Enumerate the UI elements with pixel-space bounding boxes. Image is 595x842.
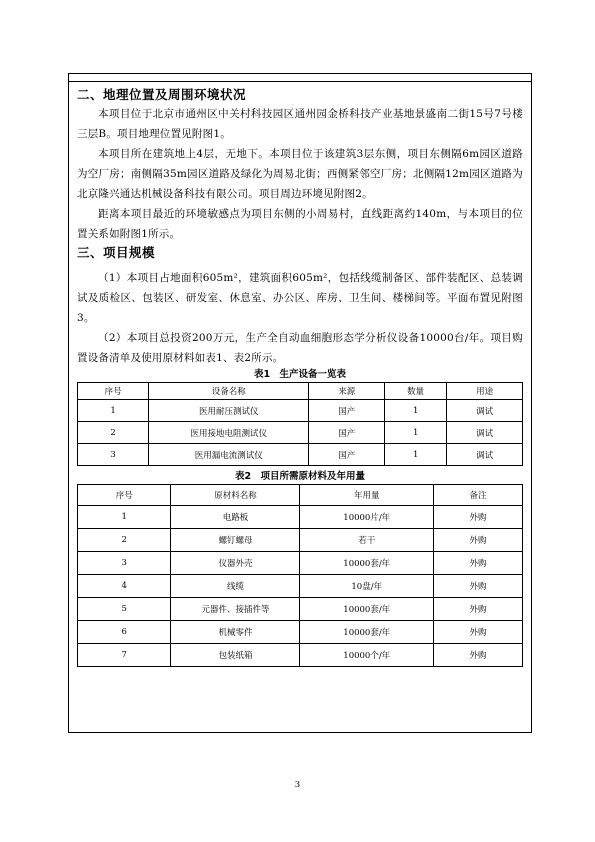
materials-table [77, 484, 523, 667]
table-cell: 医用接地电阻测试仪 [149, 422, 309, 444]
table-cell: 5 [78, 598, 171, 621]
table-row [78, 598, 523, 621]
section-heading-scale: 三、项目规模 [77, 245, 156, 260]
table-cell: 2 [78, 422, 149, 444]
table-cell: 10000套/年 [300, 621, 434, 644]
header-cell: 数量 [385, 383, 447, 400]
table-cell: 7 [78, 644, 171, 667]
table-cell: 调试 [447, 422, 523, 444]
table-cell: 外购 [433, 552, 522, 575]
table-cell: 国产 [309, 422, 385, 444]
table-cell: 1 [385, 422, 447, 444]
table-cell: 包装纸箱 [171, 644, 300, 667]
table-cell: 1 [385, 444, 447, 466]
table-cell: 2 [78, 529, 171, 552]
table-row [78, 529, 523, 552]
table-cell: 元器件、接插件等 [171, 598, 300, 621]
page-number: 3 [294, 780, 301, 790]
equipment-table [77, 382, 523, 466]
table-cell: 1 [78, 400, 149, 422]
table-cell: 螺钉螺母 [171, 529, 300, 552]
table-cell: 医用耐压测试仪 [149, 400, 309, 422]
table-cell: 10盘/年 [300, 575, 434, 598]
table-cell: 电路板 [171, 506, 300, 529]
table2-caption: 表2 项目所需原材料及年用量 [234, 471, 366, 482]
table-cell: 外购 [433, 598, 522, 621]
table-cell: 国产 [309, 400, 385, 422]
paragraph: （2）本项目总投资200万元，生产全自动血细胞形态学分析仪设备10000台/年。项目购置设备清单及使用原材料如表1、表2所示。 [77, 332, 523, 364]
table-cell: 若干 [300, 529, 434, 552]
table-cell: 10000套/年 [300, 552, 434, 575]
header-cell: 序号 [78, 485, 171, 506]
table-cell: 4 [78, 575, 171, 598]
table-header-row [78, 383, 523, 400]
table-row [78, 506, 523, 529]
table-cell: 外购 [433, 575, 522, 598]
header-cell: 设备名称 [149, 383, 309, 400]
table-cell: 外购 [433, 644, 522, 667]
table-cell: 调试 [447, 400, 523, 422]
table-cell: 仪器外壳 [171, 552, 300, 575]
table-cell: 外购 [433, 506, 522, 529]
table-cell: 1 [78, 506, 171, 529]
page-content [77, 86, 523, 667]
table-cell: 10000片/年 [300, 506, 434, 529]
table-cell: 医用漏电流测试仪 [149, 444, 309, 466]
table-row [78, 575, 523, 598]
header-cell: 用途 [447, 383, 523, 400]
table-row [78, 400, 523, 422]
table-cell: 6 [78, 621, 171, 644]
header-cell: 原材料名称 [171, 485, 300, 506]
table-cell: 3 [78, 552, 171, 575]
table-cell: 外购 [433, 529, 522, 552]
table-cell: 3 [78, 444, 149, 466]
table-row [78, 422, 523, 444]
table-cell: 10000套/年 [300, 598, 434, 621]
table-cell: 机械零件 [171, 621, 300, 644]
table1-caption: 表1 生产设备一览表 [253, 369, 347, 380]
table-cell: 10000个/年 [300, 644, 434, 667]
table-cell: 外购 [433, 621, 522, 644]
table-cell: 国产 [309, 444, 385, 466]
table-row [78, 552, 523, 575]
header-cell: 序号 [78, 383, 149, 400]
paragraph: （1）本项目占地面积605m²，建筑面积605m²，包括线缆制备区、部件装配区、总装调试及质检区、包装区、研发室、休息室、办公区、库房、卫生间、楼梯间等。平面布置见附图3。 [77, 272, 523, 324]
table-row [78, 621, 523, 644]
table-header-row [78, 485, 523, 506]
table-cell: 线缆 [171, 575, 300, 598]
report-frame [68, 73, 532, 733]
top-rule [69, 81, 531, 82]
table-row [78, 444, 523, 466]
section-heading-location: 二、地理位置及周围环境状况 [77, 87, 247, 102]
paragraph: 距离本项目最近的环境敏感点为项目东侧的小周易村，直线距离约140m，与本项目的位置关系如附图1所示。 [77, 208, 523, 240]
paragraph: 本项目位于北京市通州区中关村科技园区通州园金桥科技产业基地景盛南二街15号7号楼三层B。项目地理位置见附图1。 [77, 108, 523, 140]
table-row [78, 644, 523, 667]
header-cell: 来源 [309, 383, 385, 400]
header-cell: 年用量 [300, 485, 434, 506]
table-cell: 调试 [447, 444, 523, 466]
paragraph: 本项目所在建筑地上4层，无地下。本项目位于该建筑3层东侧，项目东侧隔6m园区道路为空厂房；南侧隔35m园区道路及绿化为周易北街；西侧紧邻空厂房；北侧隔12m园区道路为北京隆兴通达机械设备科技有限公司。项目周边环境见附图2。 [77, 148, 523, 200]
table-cell: 1 [385, 400, 447, 422]
header-cell: 备注 [433, 485, 522, 506]
